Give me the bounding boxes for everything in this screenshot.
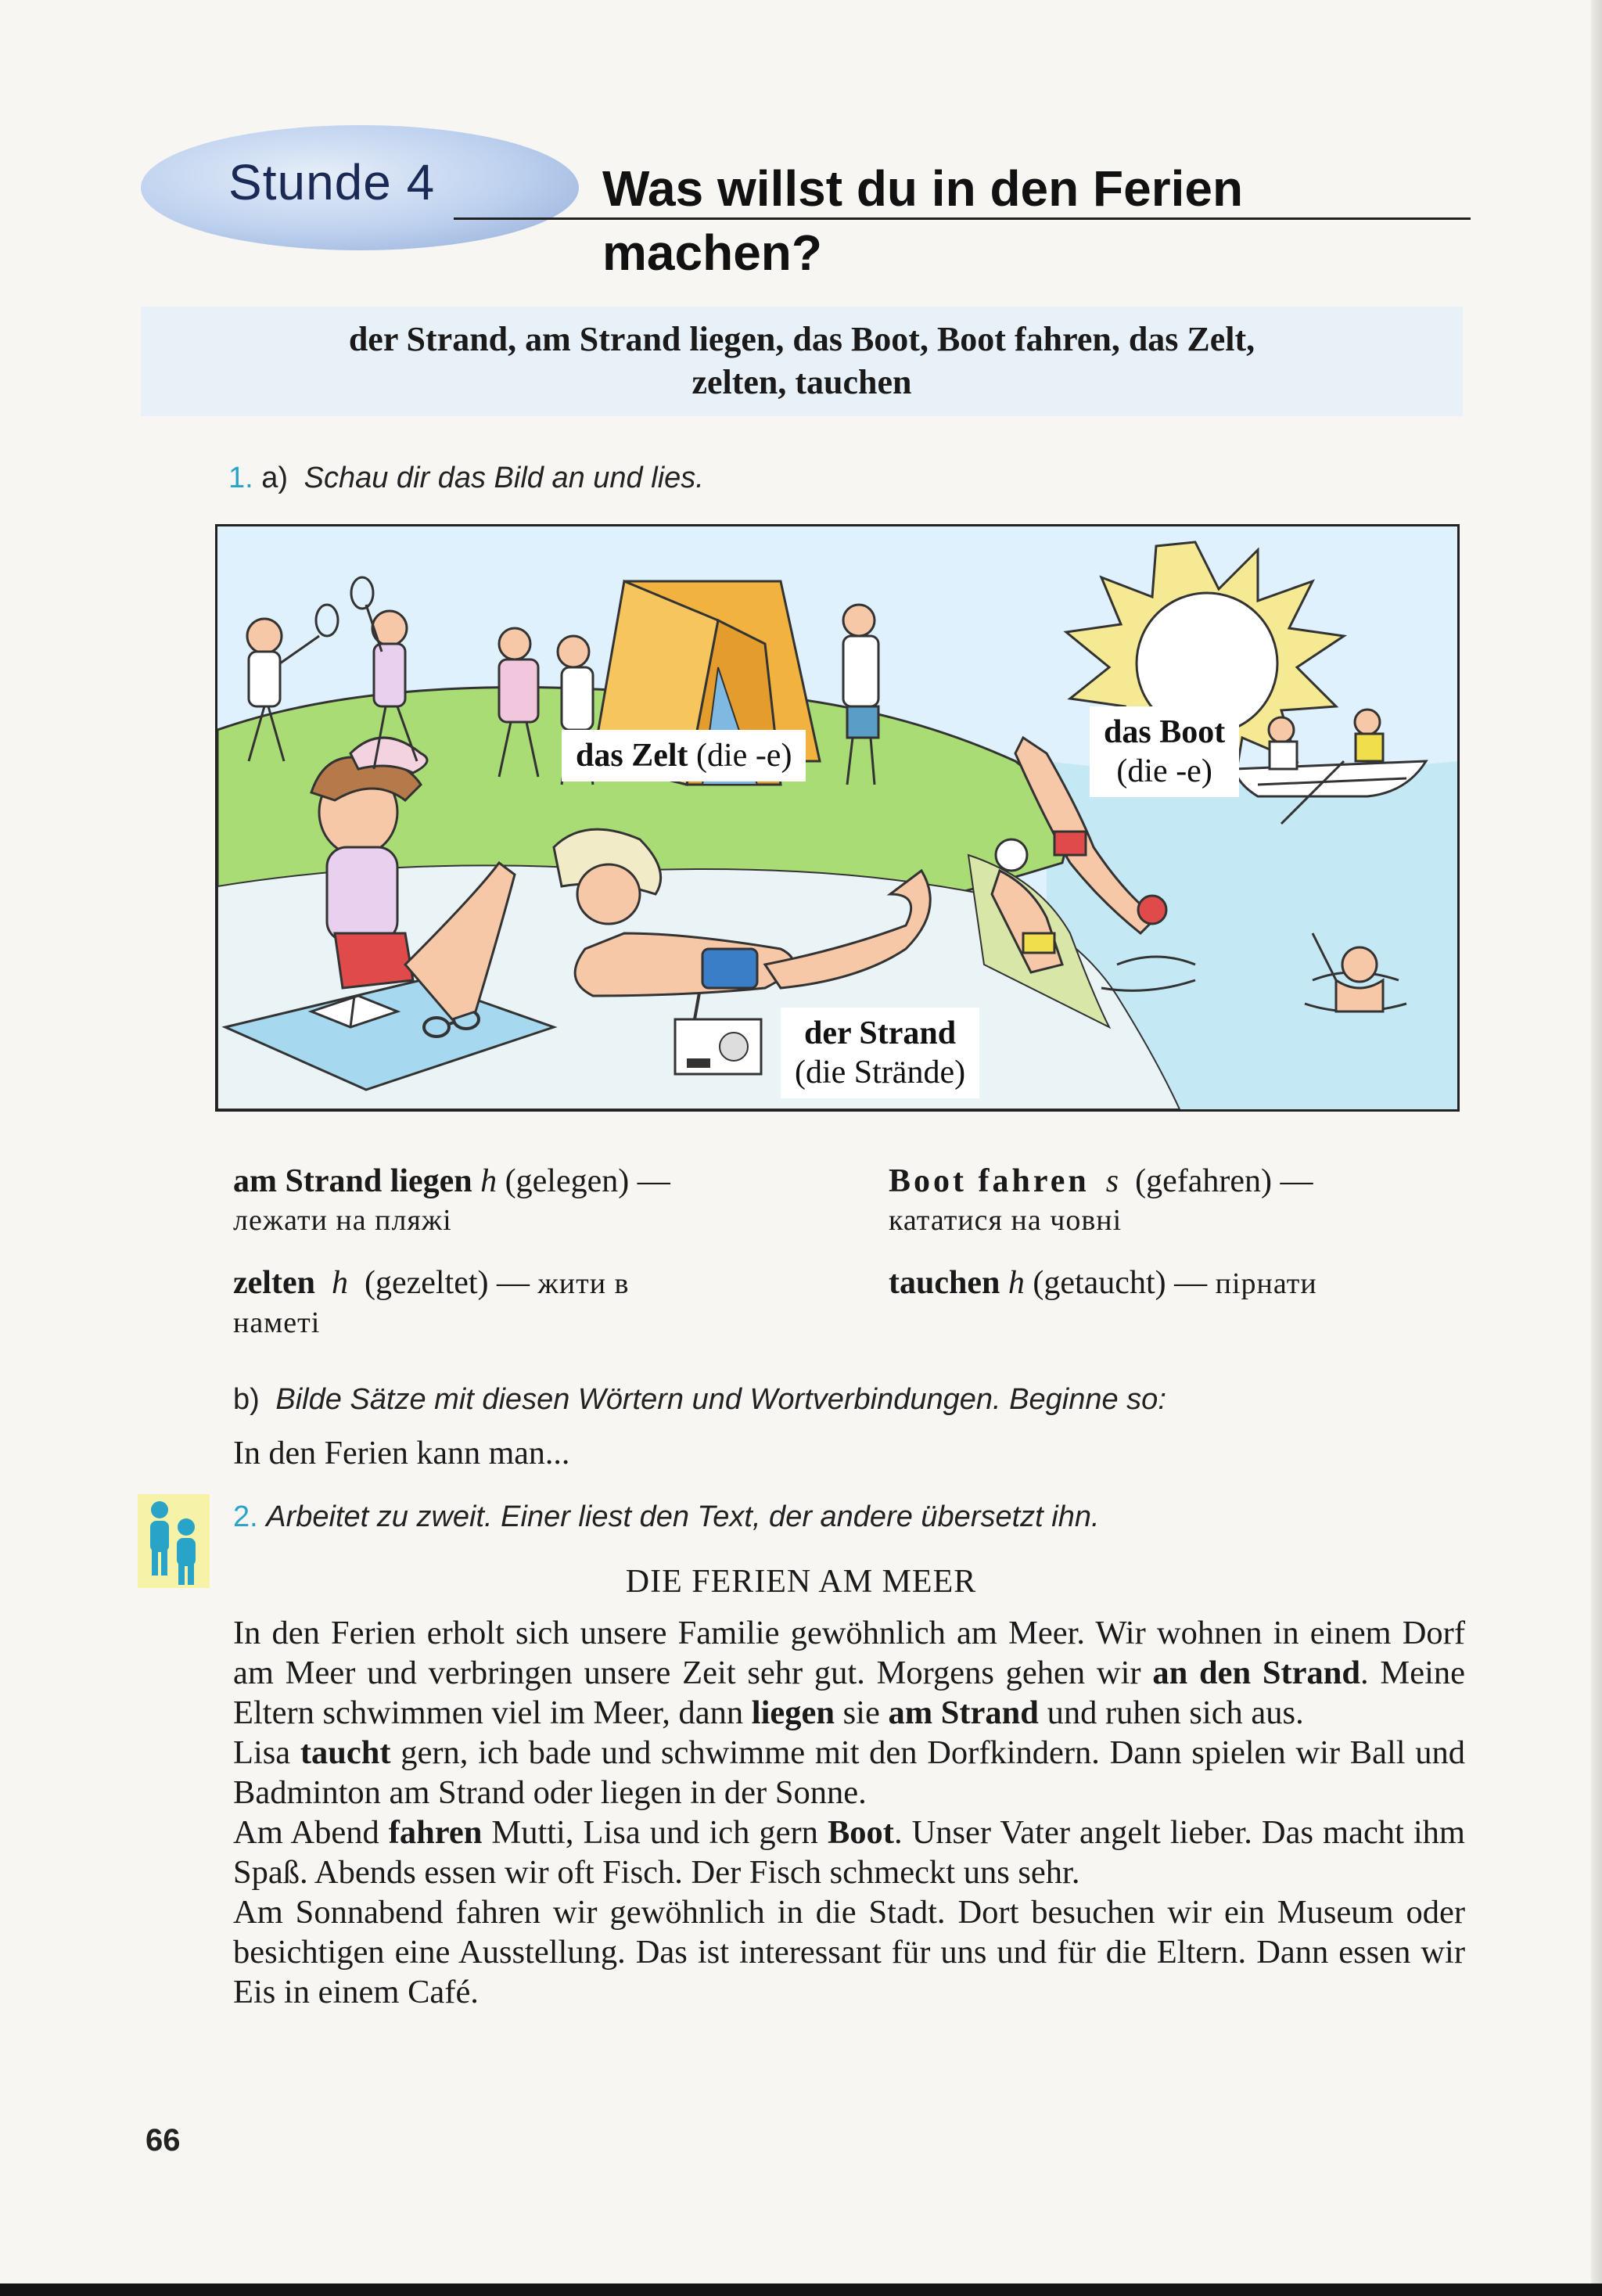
page-number: 66: [145, 2123, 181, 2158]
label-das-boot: das Boot (die -e): [1090, 706, 1239, 797]
reading-title: DIE FERIEN AM MEER: [625, 1564, 977, 1600]
task1-number: 1.: [228, 462, 253, 494]
task1a-instruction: [228, 462, 704, 495]
beach-illustration: [215, 524, 1460, 1112]
gloss-boot-fahren: Boot fahren s (gefahren) — кататися на човні: [889, 1163, 1313, 1237]
label-das-zelt: das Zelt (die -e): [562, 730, 806, 782]
vocab-line2: zelten, tauchen: [691, 363, 912, 401]
reading-paragraph-1: In den Ferien erholt sich unsere Familie gewöhnlich am Meer. Wir wohnen in einem Dorf am Meer und verbringen unsere Zeit sehr gut. Morgens gehen wir an den Strand. Meine Eltern schwimmen viel im Meer, dann liegen sie am Strand und ruhen sich aus.: [233, 1615, 1465, 1731]
page-edge: [1591, 0, 1602, 2296]
reading-paragraph-2: Lisa taucht gern, ich bade und schwimme mit den Dorfkindern. Dann spielen wir Ball und Badminton am Strand oder liegen in der Sonne.: [233, 1734, 1466, 1811]
label-der-strand: der Strand (die Strände): [781, 1008, 979, 1098]
task2-instruction: [233, 1500, 1100, 1534]
page-title: [602, 156, 1463, 285]
vocab-list: [141, 318, 1463, 404]
task2-number: 2.: [233, 1500, 258, 1533]
task1b-starter: In den Ferien kann man...: [233, 1435, 570, 1471]
task1a-text: Schau dir das Bild an und lies.: [304, 462, 704, 494]
scan-edge: [0, 2283, 1602, 2296]
task2-text: Arbeitet zu zweit. Einer liest den Text, der andere übersetzt ihn.: [266, 1500, 1100, 1533]
gloss-zelten: zelten h (gezeltet) — жити в наметі: [233, 1265, 630, 1339]
task1a-letter: a): [261, 462, 289, 494]
reading-text: [233, 1613, 1465, 2012]
vocab-line1: der Strand, am Strand liegen, das Boot, Boot fahren, das Zelt,: [348, 320, 1255, 358]
task1b-instruction: [233, 1383, 1166, 1417]
lesson-label: Stunde 4: [228, 154, 436, 210]
page-title-line1: Was willst du in den Ferien: [602, 160, 1244, 217]
task1b-letter: b): [233, 1383, 260, 1416]
reading-paragraph-3: Am Abend fahren Mutti, Lisa und ich gern Boot. Unser Vater angelt lieber. Das macht ihm Spaß. Abends essen wir oft Fisch. Der Fisch schmeckt uns sehr.: [233, 1814, 1465, 1891]
gloss-tauchen: tauchen h (getaucht) — пірнати: [889, 1265, 1317, 1301]
gloss-am-strand-liegen: am Strand liegen h (gelegen) — лежати на пляжі: [233, 1163, 670, 1237]
page-title-line2: machen?: [602, 225, 822, 281]
task1b-text: Bilde Sätze mit diesen Wörtern und Wortverbindungen. Beginne so:: [275, 1383, 1166, 1416]
reading-paragraph-4: Am Sonnabend fahren wir gewöhnlich in die Stadt. Dort besuchen wir ein Museum oder besichtigen eine Ausstellung. Das ist interessant für uns und für die Eltern. Dann essen wir Eis in einem Café.: [233, 1894, 1465, 2010]
